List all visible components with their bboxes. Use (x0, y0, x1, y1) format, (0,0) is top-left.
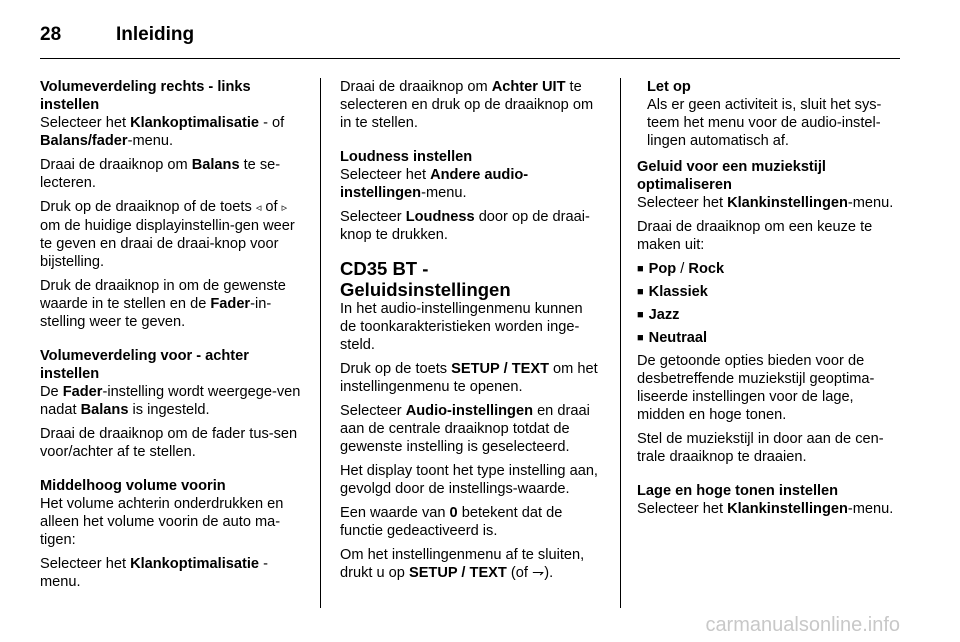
paragraph: Om het instellingenmenu af te sluiten, drukt u op SETUP / TEXT (of ⇁). (340, 547, 585, 581)
paragraph: De Fader-instelling wordt weergege-ven nadat Balans is ingesteld. (40, 384, 301, 418)
paragraph: Draai de draaiknop om een keuze te maken uit: (637, 219, 873, 253)
page-header (40, 18, 194, 52)
paragraph: Selecteer het Klankinstellingen-menu. (637, 501, 894, 517)
paragraph: Druk op de toets SETUP / TEXT om het instellingenmenu te openen. (340, 361, 598, 395)
page-title: Inleiding (116, 24, 195, 45)
paragraph: Selecteer het Klankoptimalisatie -menu. (40, 556, 268, 590)
paragraph: Selecteer het Klankoptimalisatie - of Balans/fader-menu. (40, 115, 285, 149)
column-divider-1 (320, 78, 321, 608)
paragraph: Selecteer het Klankinstellingen-menu. (637, 195, 894, 211)
column-3 (637, 78, 901, 524)
bullet-icon: ■ (637, 263, 644, 275)
list-item: ■ Neutraal (637, 330, 708, 346)
section-heading-loudness: Loudness instellen (340, 149, 473, 165)
page-number: 28 (40, 24, 62, 45)
paragraph: Druk de draaiknop in om de gewenste waarde in te stellen en de Fader-in-stelling weer te geven. (40, 278, 286, 330)
paragraph: Selecteer Loudness door op de draai-knop te drukken. (340, 209, 590, 243)
list-item: ■ Jazz (637, 307, 680, 323)
column-divider-2 (620, 78, 621, 608)
right-arrow-icon: ▹ (281, 202, 288, 214)
paragraph: Druk op de draaiknop of de toets ◃ of ▹ om de huidige displayinstellin-gen weer te geven en draai de draai-knop voor bijstelling. (40, 199, 295, 270)
paragraph: Het display toont het type instelling aan, gevolgd door de instellings-waarde. (340, 463, 598, 497)
back-icon: ⇁ (531, 565, 545, 581)
paragraph: Draai de draaiknop om Balans te se-lecteren. (40, 157, 281, 191)
section-heading-fader: Volumeverdeling voor - achter instellen (40, 348, 249, 382)
chapter-heading-cd35: CD35 BT - Geluidsinstellingen (340, 258, 511, 300)
note-text: Als er geen activiteit is, sluit het sys-teem het menu voor de audio-instel-lingen automatisch af. (647, 97, 882, 149)
paragraph: De getoonde opties bieden voor de desbetreffende muziekstijl geoptima-liseerde instellingen voor de lage, midden en hoge tonen. (637, 353, 875, 423)
paragraph: Draai de draaiknop om Achter UIT te selecteren en druk op de draaiknop om in te stellen. (340, 79, 594, 131)
paragraph: Het volume achterin onderdrukken en alleen het volume voorin de auto ma-tigen: (40, 496, 284, 548)
column-2 (340, 78, 602, 588)
section-heading-front-volume: Middelhoog volume voorin (40, 478, 226, 494)
bullet-icon: ■ (637, 286, 644, 298)
column-1 (40, 78, 305, 597)
note-box (647, 78, 901, 150)
bullet-icon: ■ (637, 309, 644, 321)
list-item: ■ Pop / Rock (637, 261, 725, 277)
paragraph: Een waarde van 0 betekent dat de functie gedeactiveerd is. (340, 505, 563, 539)
bullet-icon: ■ (637, 332, 644, 344)
header-rule (40, 58, 900, 59)
section-heading-balance: Volumeverdeling rechts - links instellen (40, 79, 251, 113)
paragraph: Selecteer Audio-instellingen en draai aan de centrale draaiknop totdat de gewenste instelling is geselecteerd. (340, 403, 590, 455)
section-heading-bass-treble: Lage en hoge tonen instellen (637, 483, 839, 499)
note-heading: Let op (647, 79, 691, 95)
paragraph: Selecteer het Andere audio-instellingen-menu. (340, 167, 529, 201)
list-item: ■ Klassiek (637, 284, 708, 300)
paragraph: Draai de draaiknop om de fader tus-sen voor/achter af te stellen. (40, 426, 298, 460)
left-arrow-icon: ◃ (255, 202, 262, 214)
paragraph: In het audio-instellingenmenu kunnen de toonkarakteristieken worden inge-steld. (340, 301, 583, 353)
section-heading-music-style: Geluid voor een muziekstijl optimaliseren (637, 159, 826, 193)
watermark: carmanualsonline.info (705, 614, 900, 636)
paragraph: Stel de muziekstijl in door aan de cen-trale draaiknop te draaien. (637, 431, 884, 465)
